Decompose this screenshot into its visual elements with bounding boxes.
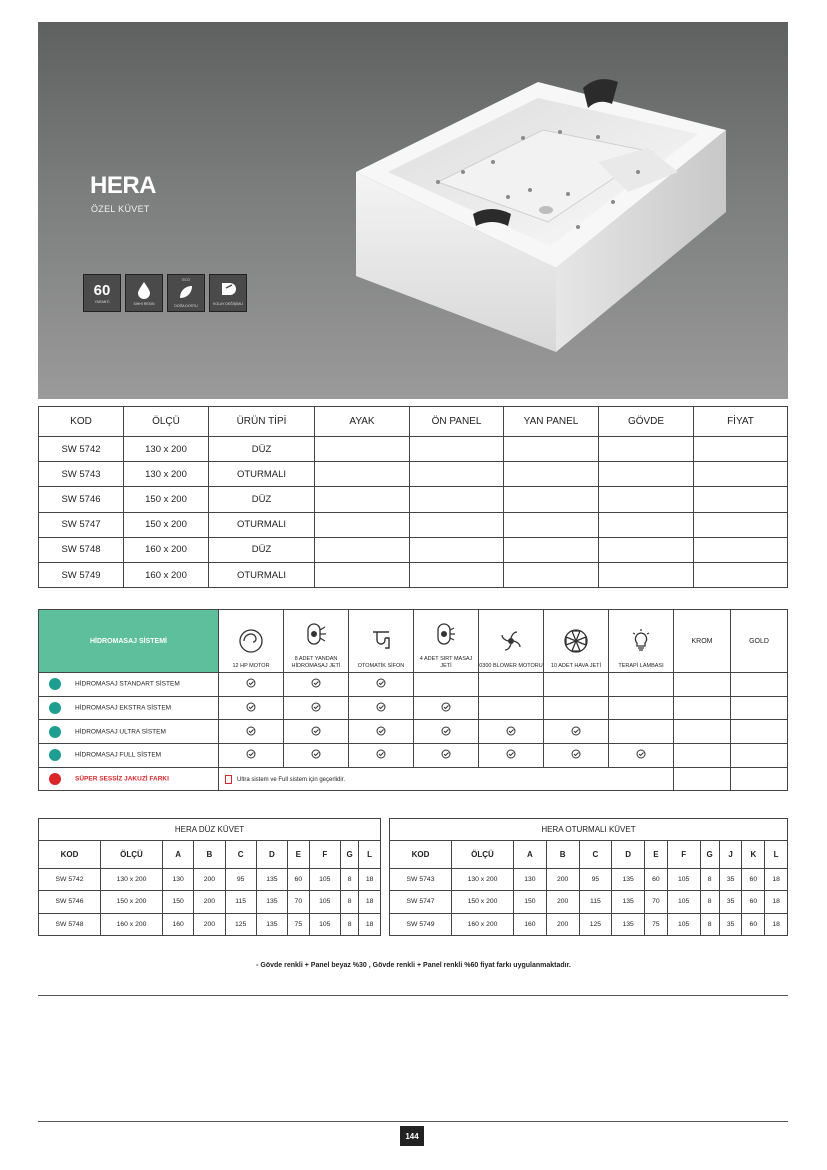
product-title: HERA [90, 172, 157, 199]
blower-icon [497, 627, 525, 655]
red-square-icon [225, 775, 232, 784]
table-row: SW 5749 160 x 200 OTURMALI [39, 562, 788, 587]
col-header: ÖN PANEL [410, 407, 504, 437]
teal-dot-icon [49, 749, 61, 761]
check-icon [311, 678, 321, 688]
easy-change-badge: KOLAY DEĞİŞİMLİ [209, 274, 247, 312]
system-title: HİDROMASAJ SİSTEMİ [39, 610, 219, 673]
check-icon [506, 726, 516, 736]
check-icon [441, 702, 451, 712]
lamp-icon [627, 627, 655, 655]
teal-dot-icon [49, 678, 61, 690]
product-subtitle: ÖZEL KÜVET [91, 204, 150, 214]
page-number: 144 [400, 1126, 424, 1146]
col-header: YAN PANEL [504, 407, 599, 437]
shield-icon [218, 280, 238, 300]
divider [38, 995, 788, 996]
check-icon [376, 702, 386, 712]
check-icon [636, 749, 646, 759]
feature-motor: 12 HP MOTOR [219, 610, 284, 673]
price-footnote: - Gövde renkli + Panel beyaz %30 , Gövde renkli + Panel renkli %60 fiyat farkı uygulanmaktadır. [256, 962, 571, 969]
check-icon [376, 726, 386, 736]
eco-badge: ECO DOĞA DOSTU [167, 274, 205, 312]
table-row: SW 5742 130 x 200 130 200 95 135 60 105 8 18 [39, 869, 381, 891]
feature-air-jet: 10 ADET HAVA JETİ [544, 610, 609, 673]
feature-badges [83, 274, 247, 312]
teal-dot-icon [49, 726, 61, 738]
side-jet-icon [302, 620, 330, 648]
siphon-icon [367, 627, 395, 655]
back-jet-icon [432, 620, 460, 648]
hygienic-badge: SIHHI RESIN [125, 274, 163, 312]
table-row: SW 5746 150 x 200 150 200 115 135 70 105 8 18 [39, 891, 381, 913]
seated-tub-dimensions-table: HERA OTURMALI KÜVET KOD ÖLÇÜ A B C D E F G J K L SW 5743 130 x 200 130 200 95 135 60 105 8 35 60 18 SW 5747 150 x 200 150 200 115 135 70 105 8 35 60 18 SW 5749 160 x 200 160 200 125 135 75 105 8 35 60 18 [389, 818, 788, 936]
check-icon [311, 702, 321, 712]
check-icon [441, 749, 451, 759]
table-caption: HERA OTURMALI KÜVET [390, 819, 788, 841]
col-header: GÖVDE [599, 407, 694, 437]
leaf-icon [176, 282, 196, 302]
check-icon [246, 702, 256, 712]
check-icon [376, 749, 386, 759]
feature-side-jet: 8 ADET YANDAN HİDROMASAJ JETİ [284, 610, 349, 673]
table-row: SW 5746 150 x 200 DÜZ [39, 487, 788, 512]
feature-lamp: TERAPİ LAMBASI [609, 610, 674, 673]
warranty-badge: 60 YARANTİ [83, 274, 121, 312]
hydromassage-table [38, 609, 788, 791]
motor-icon [237, 627, 265, 655]
table-caption: HERA DÜZ KÜVET [39, 819, 381, 841]
feature-blower: 0300 BLOWER MOTORU [479, 610, 544, 673]
finish-krom: KROM [674, 610, 731, 673]
table-row: SW 5747 150 x 200 150 200 115 135 70 105 8 35 60 18 [390, 891, 788, 913]
water-drop-icon [134, 280, 154, 300]
system-row: HİDROMASAJ FULL SİSTEM [39, 744, 788, 768]
table-row: SW 5748 160 x 200 DÜZ [39, 537, 788, 562]
check-icon [571, 749, 581, 759]
check-icon [571, 726, 581, 736]
teal-dot-icon [49, 702, 61, 714]
table-row: SW 5747 150 x 200 OTURMALI [39, 512, 788, 537]
check-icon [311, 726, 321, 736]
table-row: SW 5743 130 x 200 130 200 95 135 60 105 8 35 60 18 [390, 869, 788, 891]
red-dot-icon [49, 773, 61, 785]
table-row: SW 5743 130 x 200 OTURMALI [39, 462, 788, 487]
table-row: SW 5742 130 x 200 DÜZ [39, 437, 788, 462]
system-row: HİDROMASAJ ULTRA SİSTEM [39, 720, 788, 744]
finish-gold: GOLD [731, 610, 788, 673]
col-header: AYAK [315, 407, 410, 437]
check-icon [246, 678, 256, 688]
divider [38, 1121, 788, 1122]
check-icon [506, 749, 516, 759]
table-row: SW 5749 160 x 200 160 200 125 135 75 105 8 35 60 18 [390, 913, 788, 935]
feature-siphon: OTOMATİK SİFON [349, 610, 414, 673]
check-icon [246, 749, 256, 759]
col-header: KOD [39, 407, 124, 437]
table-row: SW 5748 160 x 200 160 200 125 135 75 105 8 18 [39, 913, 381, 935]
check-icon [311, 749, 321, 759]
col-header: FİYAT [694, 407, 788, 437]
col-header: ÖLÇÜ [124, 407, 209, 437]
feature-back-jet: 4 ADET SIRT MASAJ JETİ [414, 610, 479, 673]
air-jet-icon [562, 627, 590, 655]
col-header: ÜRÜN TİPİ [209, 407, 315, 437]
bathtub-illustration [38, 22, 788, 399]
check-icon [246, 726, 256, 736]
system-row: HİDROMASAJ EKSTRA SİSTEM [39, 696, 788, 720]
hero-image [38, 22, 788, 399]
flat-tub-dimensions-table: HERA DÜZ KÜVET KOD ÖLÇÜ A B C D E F G L SW 5742 130 x 200 130 200 95 135 60 105 8 18 SW 5746 150 x 200 150 200 115 135 70 105 8 18 SW 5748 160 x 200 160 200 125 135 75 105 8 18 [38, 818, 381, 936]
check-icon [376, 678, 386, 688]
special-row: SÜPER SESSİZ JAKUZİ FARKI Ultra sistem ve Full sistem için geçerlidir. [39, 767, 788, 791]
check-icon [441, 726, 451, 736]
products-table [38, 406, 788, 588]
system-row: HİDROMASAJ STANDART SİSTEM [39, 673, 788, 697]
